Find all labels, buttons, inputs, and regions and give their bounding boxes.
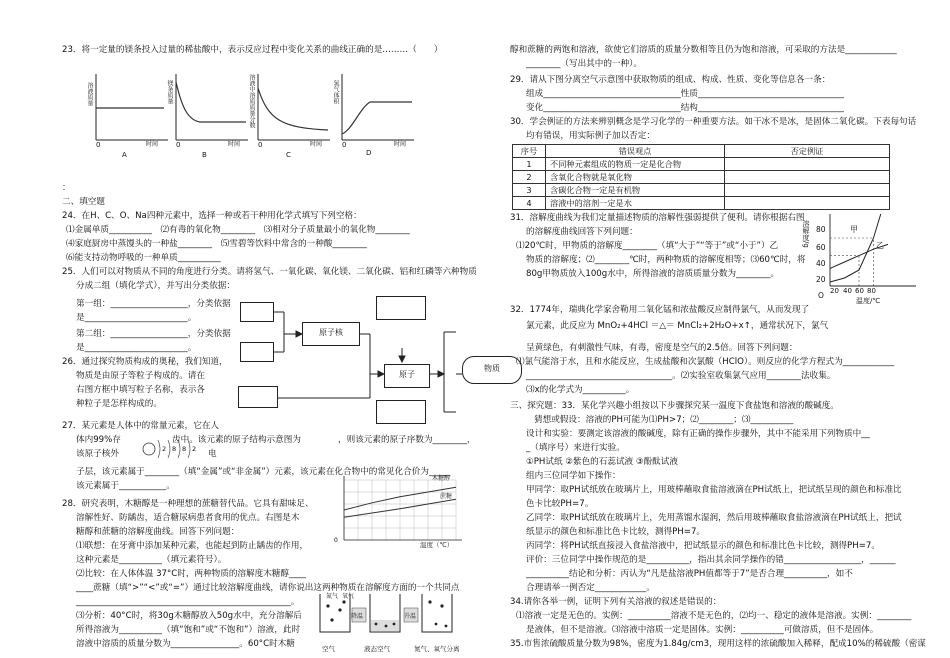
q24-line-2: ⑴金属单质__________ ⑵有毒的氧化物________ ⑶相对分子质量最小的氧化物________ bbox=[66, 225, 410, 235]
q23-b-xlabel: 时间 bbox=[228, 141, 241, 148]
q29-line-1: 29．请从下图分离空气示意图中获取物质的组成、构成、性质、变化等信息各一条： bbox=[510, 75, 831, 85]
table-header: 否定例证 bbox=[725, 145, 890, 158]
q27-line-3a: 该原子核外 bbox=[76, 449, 119, 459]
legend-nitrogen: 氮气 bbox=[326, 593, 339, 600]
q27-line-2c: ，则该元素的原子序数为________， bbox=[338, 435, 476, 445]
sol-ylabel: 溶解度/g bbox=[802, 220, 810, 248]
q23-d-xlabel: 时间 bbox=[394, 141, 407, 148]
table-row bbox=[513, 197, 890, 210]
table-cell-answer[interactable] bbox=[725, 197, 890, 210]
q28-line-11: 溶液中溶质的质量分数为________________。60°C时木糖 bbox=[76, 639, 295, 649]
q33-line-5: ①PH试纸 ②紫色的石蕊试液 ③酚酞试液 bbox=[526, 457, 678, 467]
table-cell-answer[interactable] bbox=[725, 184, 890, 197]
q33-line-10: 纸显示的颜色和标准比色卡比较，测得PH=7。 bbox=[526, 527, 706, 537]
q25-line-5: 第二组：__________________，分类依据 bbox=[76, 329, 231, 339]
table-cell-answer[interactable] bbox=[725, 158, 890, 171]
q30-line-1: 30．学会例证的方法来辨别概念是学习化学的一种重要方法。如干冰不是冰，是固体二氧化碳。下表每句话 bbox=[510, 117, 917, 127]
q27-line-2b: 齿中。该元素的原子结构示意图为 bbox=[172, 435, 301, 445]
section-2-heading: 二、填空题 bbox=[62, 197, 105, 207]
diagram-box-5[interactable] bbox=[376, 400, 426, 424]
q23-a-origin: 0 bbox=[96, 141, 101, 149]
q28-line-7: ____蔗糖（填“>”“<”或“=”）通过比较溶解度曲线，请你说出这两种物质在溶解度方面的一个共同点 bbox=[76, 583, 460, 593]
sol-ytick-80: 80 bbox=[816, 225, 826, 234]
sol-ytick-20: 20 bbox=[816, 275, 826, 284]
sol-legend-yi: 乙 bbox=[876, 241, 884, 250]
table-cell: 含碳化合物一定是有机物 bbox=[546, 184, 725, 197]
q34-line-2: ⑴溶液一定是无色的。实例：__________溶液不是无色的，⑵均一、稳定的液体是溶液。实例：________ bbox=[516, 611, 912, 621]
q31-line-3: ⑴20℃时，甲物质的溶解度________（填“大于”“等于”或“小于”）乙 bbox=[516, 241, 779, 251]
q26-line-4: 种粒子是怎样构成的。 bbox=[76, 399, 162, 409]
q24-line-1: 24．在H、C、O、Na四种元素中，选择一种或若干种用化学式填写下列空格： bbox=[62, 211, 362, 221]
q23-a-ylabel: 溶液质量 bbox=[86, 82, 93, 106]
q31-line-4: 物质的溶解度；⑵________℃时，两种物质的溶解度相等；⑶60℃时，将 bbox=[526, 255, 806, 265]
sol-xtick-40: 40 bbox=[843, 287, 852, 295]
q33-line-14: 合理请举一例否定____________。 bbox=[526, 583, 655, 593]
heat-label: 升温 bbox=[404, 613, 417, 620]
q33-line-2: 猜想或假设：溶液的PH可能为⑴PH>7；⑵________；⑶__________ bbox=[534, 415, 794, 425]
q31-line-5: 80g甲物质放入100g水中，所得溶液的溶质质量分数为________。 bbox=[526, 269, 780, 279]
q29-line-3: 变化________________________________结构__________________________________ bbox=[526, 103, 844, 113]
q28-line-3: 糖醇和蔗糖的溶解度曲线。回答下列问题： bbox=[76, 527, 240, 537]
q33-line-11: 丙同学：将PH试纸直接浸入食盐溶液中，把试纸显示的颜色和标准比色卡比较，测得PH=7。 bbox=[526, 541, 880, 551]
q28-line-2: 溶解性好、防龋齿，适合糖尿病患者食用的优点。右图是木 bbox=[76, 513, 300, 523]
table-cell: 溶液中的溶剂一定是水 bbox=[546, 197, 725, 210]
sol-origin: O bbox=[818, 291, 824, 300]
colon-mark: ： bbox=[62, 183, 71, 193]
legend-oxygen: 氧气 bbox=[342, 593, 355, 600]
diagram-box-2[interactable] bbox=[240, 342, 274, 362]
q23-b-label: B bbox=[202, 151, 207, 159]
table-cell-answer[interactable] bbox=[725, 171, 890, 184]
q26-line-1: 26．通过探究物质构成的奥秘，我们知道， bbox=[62, 357, 228, 367]
q28-line-4: ⑴联想：在牙膏中添加某种元素，也能起到防止龋齿的作用， bbox=[76, 541, 309, 551]
sol-xtick-80: 80 bbox=[867, 287, 876, 295]
q28-line-8: __________________________________________________。 bbox=[76, 597, 300, 607]
atom-shell-3: 8 bbox=[182, 445, 187, 453]
substance-label: 物质 bbox=[484, 364, 500, 373]
atom-shell-1: 2 bbox=[162, 445, 167, 453]
error-example-table bbox=[512, 144, 890, 210]
q23-c-origin: 0 bbox=[258, 141, 263, 149]
q31-line-2: 的溶解度曲线回答下列问题： bbox=[526, 227, 638, 237]
q32-line-1: 32．1774年，瑞典化学家舍勒用二氧化锰和浓盐酸反应制得氯气，从而发现了 bbox=[510, 305, 810, 315]
atom-shell-4: 2 bbox=[192, 445, 197, 453]
q28-cont-line-2: ________（写出其中的一种）。 bbox=[526, 59, 643, 69]
table-cell: 不同种元素组成的物质一定是化合物 bbox=[546, 158, 725, 171]
q27-line-1: 27．某元素是人体中的常量元素，它在人 bbox=[62, 421, 220, 431]
q23-question: 23．将一定量的镁条投入过量的稀盐酸中，表示反应过程中变化关系的曲线正确的是………（ ） bbox=[62, 45, 443, 55]
q35-line-1: 35.市售浓硫酸质量分数为98%，密度为1.84g/cm3，现用这样的浓硫酸加入稀释，配成10%的稀硫酸（密谋 bbox=[510, 639, 926, 649]
sol-xtick-20: 20 bbox=[830, 287, 839, 295]
separation-result-label: 氮气、氧气分离 bbox=[414, 645, 460, 653]
q31-line-1: 31．溶解度曲线为我们定量描述物质的溶解性强弱提供了便利。请你根据右图 bbox=[510, 213, 805, 223]
q25-line-4: 是________________________。 bbox=[76, 313, 197, 323]
q33-line-3: 设计和实验：要测定该溶液的酸碱度，除有正确的操作步骤外，其中不能采用下列物质中__ bbox=[526, 429, 870, 439]
atom-box bbox=[384, 364, 430, 388]
table-header: 错误观点 bbox=[546, 145, 725, 158]
table-row bbox=[513, 184, 890, 197]
table-row bbox=[513, 158, 890, 171]
nucleus-label: 原子核 bbox=[319, 328, 343, 337]
chart-legend-mutang: 木糖醇 bbox=[432, 475, 451, 482]
q33-line-9: 乙同学：取PH试纸放在玻璃片上，先用蒸馏水湿润，然后用玻棒蘸取食盐溶液滴在PH试纸上，把试 bbox=[526, 513, 902, 523]
sol-xtick-60: 60 bbox=[855, 287, 864, 295]
table-header-row bbox=[513, 145, 890, 158]
q32-line-4: ⑴氯气能溶于水，且和水能反应，生成盐酸和次氯酸（HClO）。则反应的化学方程式为____________ bbox=[516, 357, 895, 367]
diagram-box-3[interactable] bbox=[238, 386, 278, 408]
q33-line-13: __________结论和分析：丙认为“凡是盐溶液PH值都等于7”是否合理__________，如不 bbox=[526, 569, 853, 579]
q34-line-3: 是液体，但不是溶液。⑶溶液中溶质一定是固体。实例：__________可做溶质，但不是固体。 bbox=[526, 625, 879, 635]
substance-box bbox=[462, 356, 522, 384]
q32-line-5: __________________________________。⑵实验室收集氯气应用________法收集。 bbox=[526, 371, 836, 381]
q27-line-3b: 电 bbox=[208, 449, 217, 459]
q25-line-6: 是________________________。 bbox=[76, 343, 197, 353]
q26-line-3: 右图方框中填写粒子名称，表示各 bbox=[76, 385, 205, 395]
q23-a-xlabel: 时间 bbox=[146, 141, 159, 148]
q23-a-label: A bbox=[122, 151, 127, 159]
lowtemp-label: 降温 bbox=[351, 613, 364, 620]
sugar-origin: 0 bbox=[334, 537, 338, 544]
q24-line-3: ⑷家庭厨房中蒸馒头的一种盐________ ⑸雪碧等饮料中常含的一种酸________ bbox=[66, 239, 367, 249]
table-header: 序号 bbox=[513, 145, 546, 158]
air-label: 空气 bbox=[322, 645, 335, 653]
q23-d-ylabel: 氢气体积 bbox=[332, 80, 339, 104]
sol-xlabel: 温度/℃ bbox=[856, 297, 881, 305]
q33-line-1: 三、探究题：33．某化学兴趣小组按以下步骤探究某一温度下食盐饱和溶液的酸碱度。 bbox=[510, 401, 839, 411]
sugar-xlabel: 温度（℃） bbox=[420, 541, 454, 549]
table-cell: 含氧化合物就是氧化物 bbox=[546, 171, 725, 184]
q28-line-9: ⑶分析：40°C时，将30g木糖醇放入50g水中，充分溶解后 bbox=[76, 611, 302, 621]
q34-line-1: 34.请你各举一例，证明下列有关溶液的叙述是错误的： bbox=[510, 597, 722, 607]
diagram-box-1[interactable] bbox=[240, 302, 274, 322]
q27-line-2a: 体内99%存 bbox=[76, 435, 121, 445]
q25-line-3: 第一组：__________________，分类依据 bbox=[76, 299, 231, 309]
sol-ytick-60: 60 bbox=[816, 243, 826, 252]
nucleus-box bbox=[302, 322, 360, 346]
q23-c-ylabel: 溶液中溶质质量分数 bbox=[248, 74, 255, 128]
atom-shell-2: 8 bbox=[172, 445, 177, 453]
q28-cont-line-1: 醇和蔗糖的两饱和溶液，欲使它们溶质的质量分数相等且仍为饱和溶液，可采取的方法是____________ bbox=[510, 45, 897, 55]
q32-line-6: ⑶x的化学式为__________。 bbox=[526, 385, 635, 395]
q25-line-1: 25．人们可以对物质从不同的角度进行分类。请将氢气、一氧化碳、氧化镁、二氧化碳、铝和红磷等六种物质 bbox=[62, 267, 477, 277]
q28-line-10: 所得溶液为__________（填“饱和”或“不饱和”）溶液，此时 bbox=[76, 625, 301, 635]
q32-line-2: 氯元素，此反应为 MnO₂+4HCl ＝△＝ MnCl₂+2H₂O+x↑，通常状况下，氯气 bbox=[526, 321, 829, 331]
sol-legend-jia: 甲 bbox=[850, 225, 858, 234]
table-cell: 1 bbox=[513, 158, 546, 171]
q28-line-5: 这种元素是__________（填元素符号）。 bbox=[76, 555, 227, 565]
q27-line-4: 子层，该元素属于________（填“金属”或“非金属”）元素，该元素在化合物中的常见化合价为_____ bbox=[76, 467, 451, 477]
q23-d-label: D bbox=[366, 149, 372, 157]
table-cell: 2 bbox=[513, 171, 546, 184]
q23-c-xlabel: 时间 bbox=[310, 141, 323, 148]
q29-line-2: 组成________________________________性质__________________________________ bbox=[526, 89, 844, 99]
q28-line-6: ⑵比较：在人体体温 37°C时，两种物质的溶解度木糖醇____ bbox=[76, 569, 307, 579]
chart-legend-zhetang: 蔗糖 bbox=[440, 493, 453, 500]
table-cell: 3 bbox=[513, 184, 546, 197]
table-row bbox=[513, 171, 890, 184]
q32-line-3: 呈黄绿色，有刺激性气味，有毒，密度是空气的2.5倍。回答下列问题： bbox=[526, 343, 798, 353]
q23-c-label: C bbox=[286, 151, 291, 159]
q23-b-origin: 0 bbox=[176, 141, 181, 149]
q26-line-2: 物质是由原子等粒子构成的。请在 bbox=[76, 371, 205, 381]
q28-line-1: 28．研究表明，木糖醇是一种理想的蔗糖替代品。它具有甜味足、 bbox=[62, 499, 314, 509]
q23-d-origin: 0 bbox=[342, 141, 347, 149]
sol-ytick-40: 40 bbox=[816, 259, 826, 268]
q27-line-5: 该元素属于___________。 bbox=[76, 481, 175, 491]
q33-line-6: 组内三位同学如下操作： bbox=[526, 471, 621, 481]
liquid-air-label: 液态空气 bbox=[364, 645, 390, 653]
diagram-box-4[interactable] bbox=[376, 296, 426, 320]
q33-line-12: 评价：三位同学中操作规范的是__________，指出其余同学操作的错__________________，______ bbox=[526, 555, 896, 565]
q33-line-8: 色卡比较PH=7。 bbox=[526, 499, 594, 509]
table-cell: 4 bbox=[513, 197, 546, 210]
q33-line-7: 甲同学：取PH试纸放在玻璃片上，用玻棒蘸取食盐溶液滴在PH试纸上，把试纸呈现的颜色和标准比 bbox=[526, 485, 902, 495]
q24-line-4: ⑹能支持动物呼吸的一种单质__________ bbox=[66, 253, 221, 263]
atom-label: 原子 bbox=[399, 370, 415, 379]
q23-b-ylabel: 镁条质量 bbox=[166, 80, 173, 104]
q25-line-2: 分成二组（填化学式），并写出分类依据： bbox=[76, 281, 235, 291]
q33-line-4: _（填序号）来进行实验。 bbox=[526, 443, 625, 453]
q30-line-2: 均有错误，用实际例子加以否定： bbox=[526, 131, 655, 141]
